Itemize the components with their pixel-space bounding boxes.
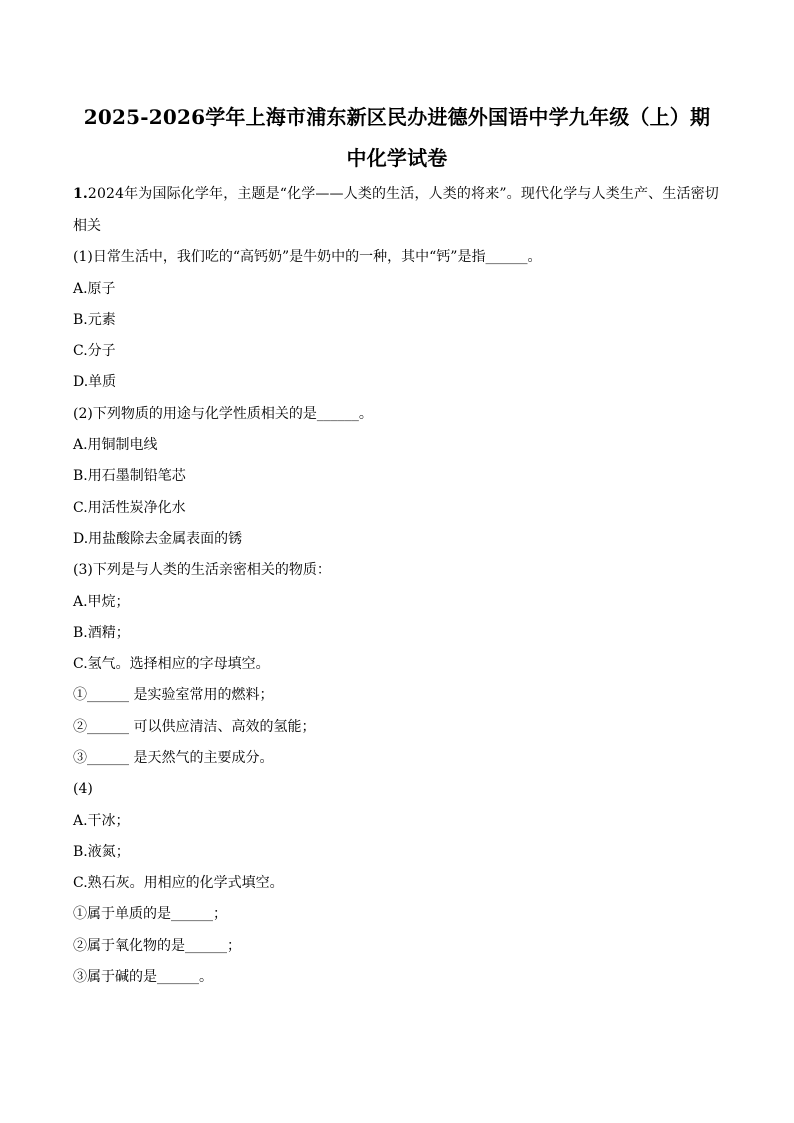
part-4-blank-1: ①属于单质的是______； [73, 906, 227, 922]
part-2-option-a: A.用铜制电线 [73, 437, 158, 453]
part-2-option-d: D.用盐酸除去金属表面的锈 [73, 531, 243, 547]
part-2-stem: (2)下列物质的用途与化学性质相关的是______。 [73, 406, 373, 422]
part-1-stem: (1)日常生活中，我们吃的“高钙奶”是牛奶中的一种，其中“钙”是指______。 [73, 249, 542, 265]
part-1-option-a: A.原子 [73, 281, 116, 297]
exam-title-line-1: 2025-2026学年上海市浦东新区民办进德外国语中学九年级（上）期 [83, 105, 711, 129]
part-4-blank-2: ②属于氧化物的是______； [73, 938, 241, 954]
exam-title-line-2: 中化学试卷 [346, 146, 448, 170]
part-4-blank-3: ③属于碱的是______。 [73, 969, 213, 985]
part-2-option-c: C.用活性炭净化水 [73, 500, 186, 516]
question-1-intro [73, 184, 733, 204]
part-3-blank-1: ①______ 是实验室常用的燃料； [73, 687, 274, 703]
part-3-blank-3: ③______ 是天然气的主要成分。 [73, 750, 274, 766]
part-1-option-b: B.元素 [73, 312, 116, 328]
part-3-option-b: B.酒精； [73, 625, 130, 641]
part-4-stem: (4) [73, 781, 93, 797]
question-1-intro-continued: 相关 [73, 218, 101, 234]
part-1-option-d: D.单质 [73, 374, 117, 390]
part-3-option-c: C.氢气。选择相应的字母填空。 [73, 656, 270, 672]
part-1-option-c: C.分子 [73, 343, 116, 359]
part-2-option-b: B.用石墨制铅笔芯 [73, 468, 186, 484]
part-3-stem: (3)下列是与人类的生活亲密相关的物质： [73, 562, 331, 578]
question-number: 1. [73, 186, 88, 202]
part-4-option-b: B.液氮； [73, 844, 130, 860]
part-4-option-a: A.干冰； [73, 813, 130, 829]
question-intro-text: 2024年为国际化学年，主题是“化学——人类的生活，人类的将来”。现代化学与人类生产、生活密切 [87, 186, 719, 202]
part-3-option-a: A.甲烷； [73, 594, 130, 610]
part-4-option-c: C.熟石灰。用相应的化学式填空。 [73, 875, 284, 891]
part-3-blank-2: ②______ 可以供应清洁、高效的氢能； [73, 719, 316, 735]
